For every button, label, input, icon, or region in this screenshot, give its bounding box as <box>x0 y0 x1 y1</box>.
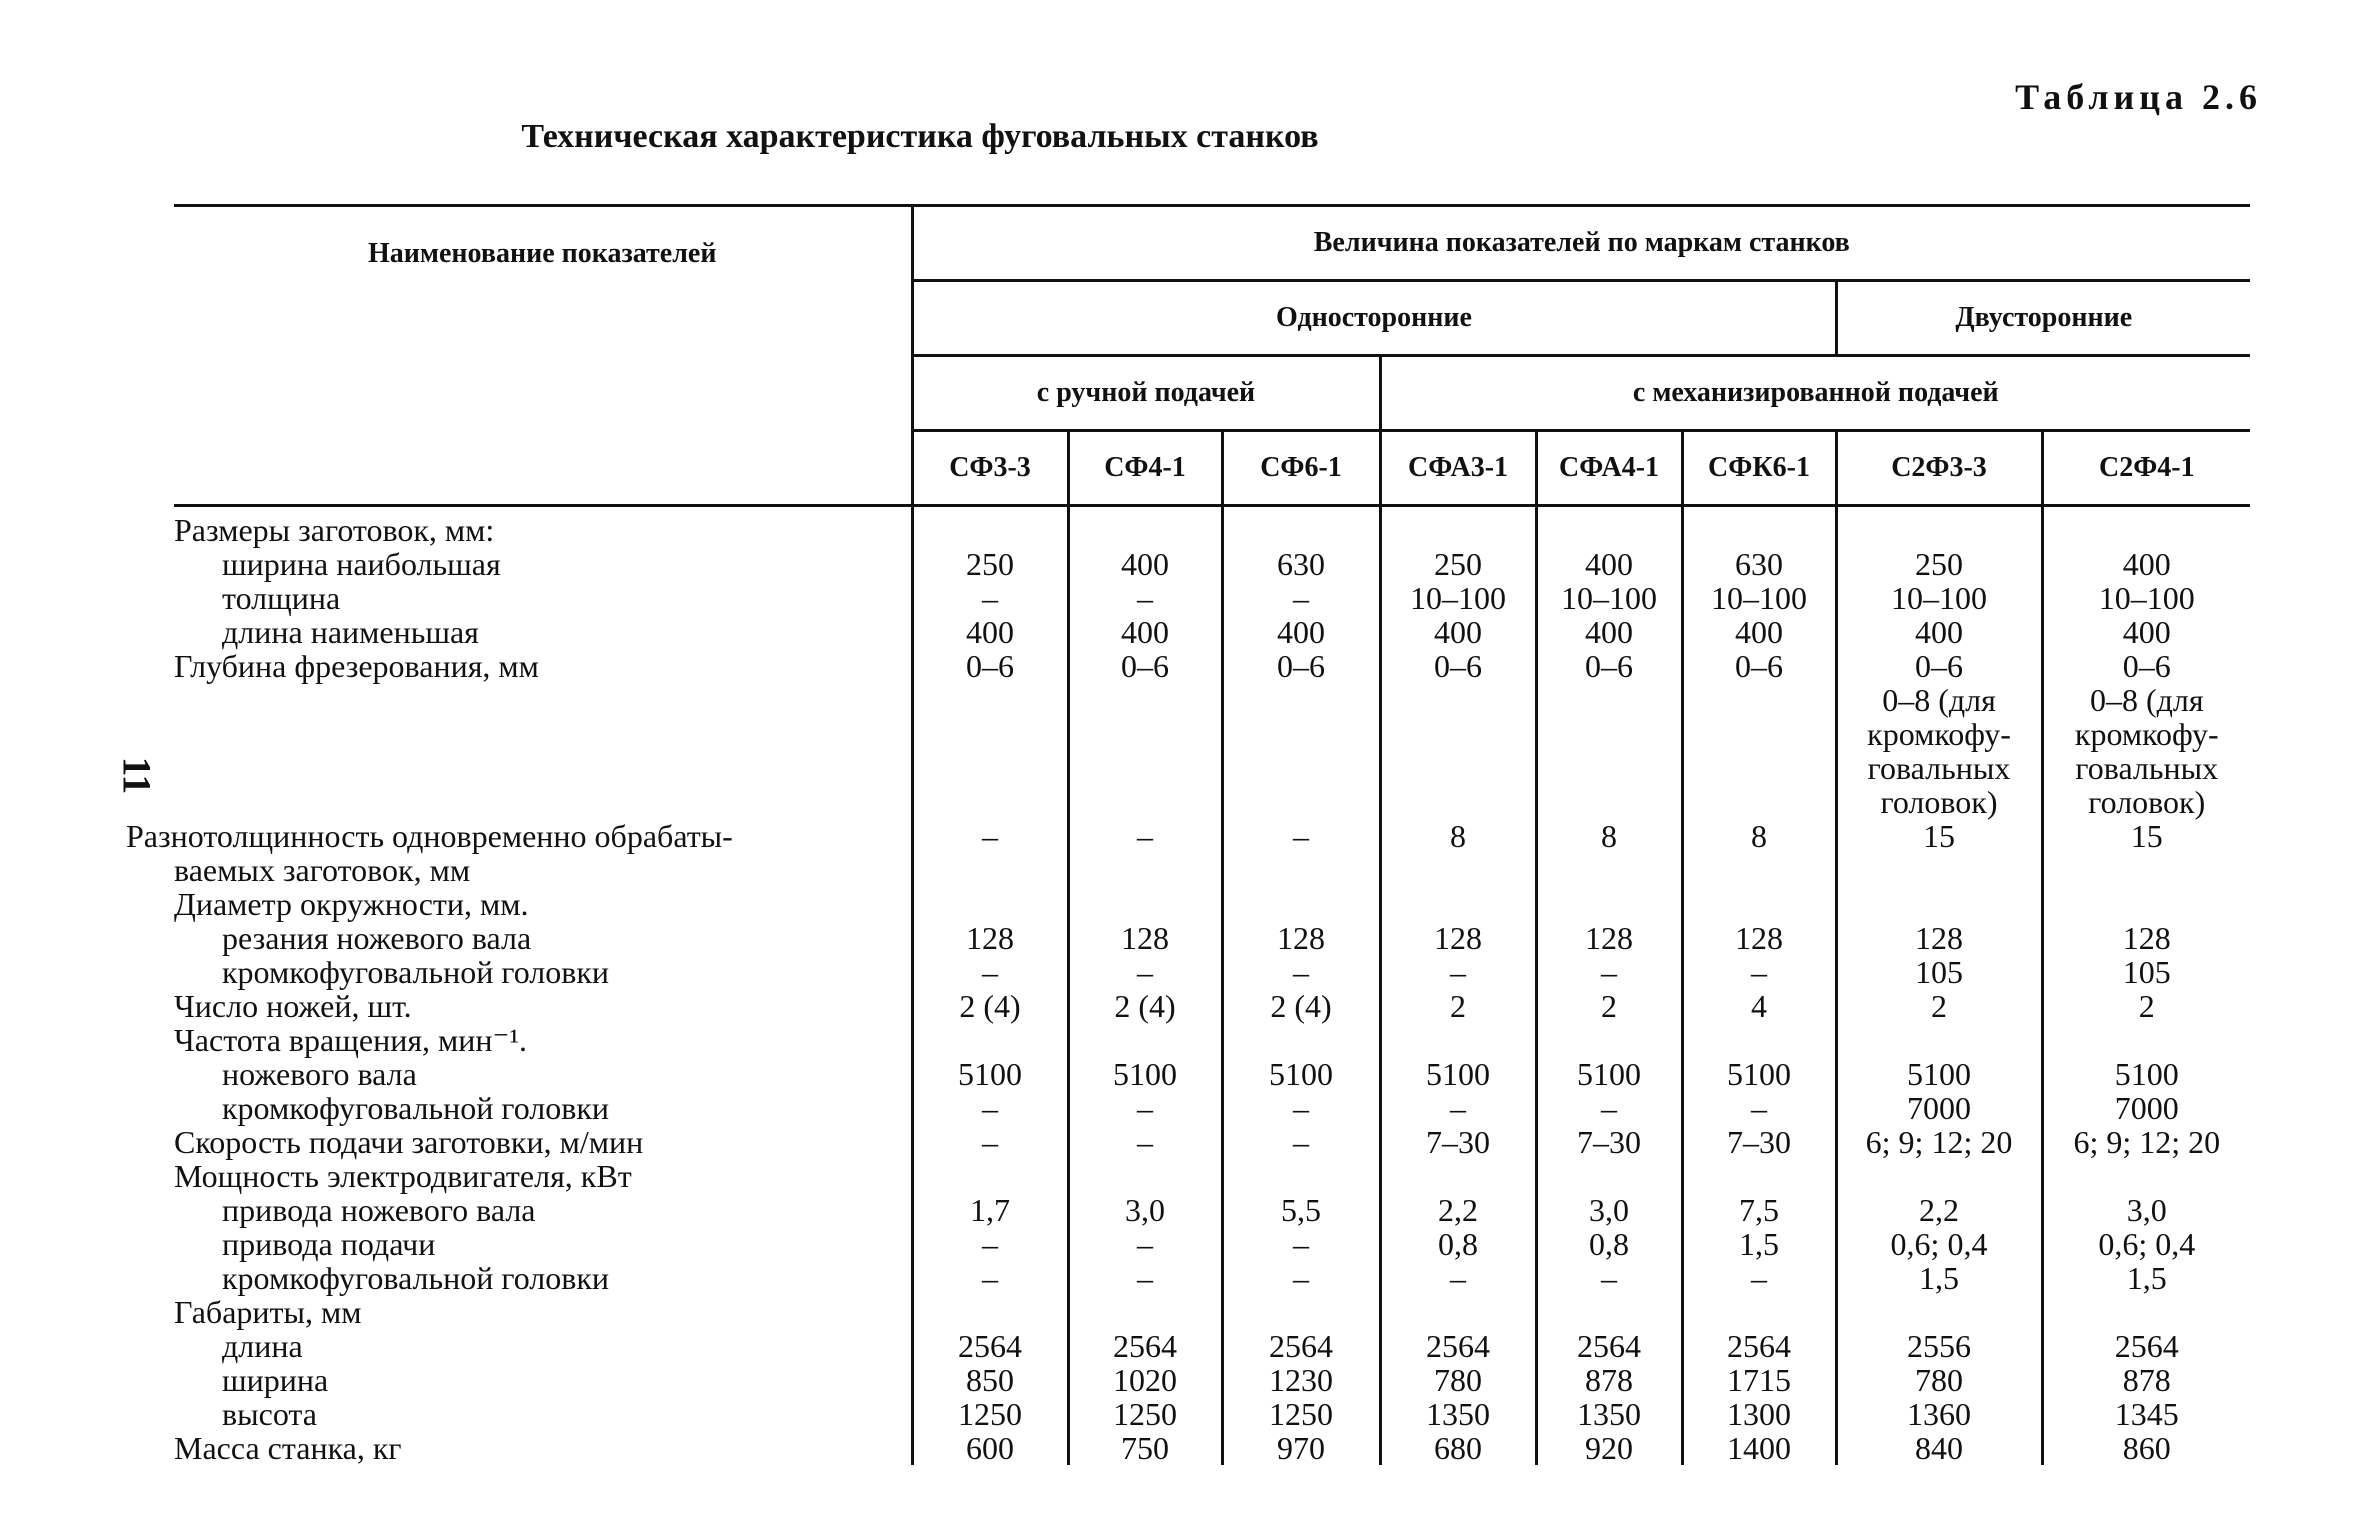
table-row <box>174 1159 2250 1193</box>
cell-value: 15 <box>2042 819 2250 887</box>
row-label: Разнотолщинность одновременно обрабаты- ваемых заготовок, мм <box>126 818 733 888</box>
cell-value: 1400 <box>1682 1431 1836 1465</box>
row-label: кромкофуговальной головки <box>222 954 610 990</box>
cell-value: 400 <box>1068 615 1222 649</box>
cell-value: 920 <box>1536 1431 1682 1465</box>
cell-value: 5100 <box>1836 1057 2042 1091</box>
cell-value: – <box>1222 955 1380 989</box>
cell-value: 10–100 <box>2042 581 2250 615</box>
cell-value <box>1068 506 1222 548</box>
row-label: кромкофуговальной головки <box>222 1090 610 1126</box>
cell-value: – <box>1536 1091 1682 1125</box>
cell-value: 7,5 <box>1682 1193 1836 1227</box>
cell-value: 128 <box>1222 921 1380 955</box>
cell-value <box>1836 1159 2042 1193</box>
row-label: ножевого вала <box>222 1056 417 1092</box>
table-row <box>174 547 2250 581</box>
cell-value: 5100 <box>1068 1057 1222 1091</box>
cell-value: 400 <box>912 615 1068 649</box>
cell-value <box>1682 1023 1836 1057</box>
cell-value <box>1536 1023 1682 1057</box>
cell-value: 1020 <box>1068 1363 1222 1397</box>
header-name-column: Наименование показателей <box>174 206 912 506</box>
table-row <box>174 1363 2250 1397</box>
row-label: Размеры заготовок, мм: <box>174 512 495 548</box>
cell-value: 1345 <box>2042 1397 2250 1431</box>
cell-value: 2564 <box>1682 1329 1836 1363</box>
row-label: Мощность электродвигателя, кВт <box>174 1158 632 1194</box>
cell-value <box>2042 1023 2250 1057</box>
cell-value: – <box>1068 1125 1222 1159</box>
cell-value: 105 <box>2042 955 2250 989</box>
cell-value: 3,0 <box>2042 1193 2250 1227</box>
table-row <box>174 1057 2250 1091</box>
cell-value: 1250 <box>1222 1397 1380 1431</box>
cell-value: 860 <box>2042 1431 2250 1465</box>
cell-value: – <box>912 581 1068 615</box>
cell-value: 1,5 <box>1836 1261 2042 1295</box>
cell-value: – <box>1380 1091 1536 1125</box>
table-row <box>174 649 2250 819</box>
cell-value: 0,8 <box>1536 1227 1682 1261</box>
table-title: Техническая характеристика фуговальных станков <box>521 118 1319 155</box>
table-row <box>174 989 2250 1023</box>
cell-value: 2564 <box>1068 1329 1222 1363</box>
cell-value: 128 <box>1536 921 1682 955</box>
table-row <box>174 819 2250 887</box>
cell-value: 6; 9; 12; 20 <box>2042 1125 2250 1159</box>
cell-value: 400 <box>2042 547 2250 581</box>
cell-value: 128 <box>1836 921 2042 955</box>
cell-value: 10–100 <box>1536 581 1682 615</box>
cell-value: 128 <box>1068 921 1222 955</box>
cell-value: 400 <box>1222 615 1380 649</box>
cell-value: 1,5 <box>1682 1227 1836 1261</box>
cell-value: 680 <box>1380 1431 1536 1465</box>
cell-value <box>2042 506 2250 548</box>
cell-value: – <box>1682 955 1836 989</box>
cell-value: – <box>912 819 1068 887</box>
cell-value: 0,8 <box>1380 1227 1536 1261</box>
header-model: СФ6-1 <box>1222 431 1380 506</box>
cell-value: 10–100 <box>1380 581 1536 615</box>
cell-value: 250 <box>912 547 1068 581</box>
cell-value <box>1836 1295 2042 1329</box>
cell-value: – <box>912 1125 1068 1159</box>
cell-value <box>1380 1295 1536 1329</box>
cell-value: 128 <box>1380 921 1536 955</box>
row-label: Скорость подачи заготовки, м/мин <box>174 1124 644 1160</box>
table-row <box>174 581 2250 615</box>
cell-value: – <box>1682 1261 1836 1295</box>
cell-value: 780 <box>1380 1363 1536 1397</box>
row-label: резания ножевого вала <box>222 920 532 956</box>
header-model: СФ4-1 <box>1068 431 1222 506</box>
cell-value: 250 <box>1836 547 2042 581</box>
cell-value: 970 <box>1222 1431 1380 1465</box>
row-label: Диаметр окружности, мм. <box>174 886 529 922</box>
cell-value: 8 <box>1380 819 1536 887</box>
cell-value: 1350 <box>1536 1397 1682 1431</box>
cell-value: 2 <box>2042 989 2250 1023</box>
cell-value: 0–6 <box>1380 649 1536 819</box>
cell-value <box>1068 1159 1222 1193</box>
cell-value: 2 <box>1380 989 1536 1023</box>
cell-value: 1,5 <box>2042 1261 2250 1295</box>
cell-value: 5,5 <box>1222 1193 1380 1227</box>
header-one-sided: Односторонние <box>912 281 1836 356</box>
cell-value: – <box>1682 1091 1836 1125</box>
cell-value: – <box>1222 1227 1380 1261</box>
cell-value <box>1836 1023 2042 1057</box>
cell-value: – <box>1068 955 1222 989</box>
table-row <box>174 1329 2250 1363</box>
table-row <box>174 1295 2250 1329</box>
table-row <box>174 955 2250 989</box>
cell-value: 780 <box>1836 1363 2042 1397</box>
cell-value: – <box>1068 1091 1222 1125</box>
cell-value: 1350 <box>1380 1397 1536 1431</box>
cell-value: 7–30 <box>1536 1125 1682 1159</box>
table-row <box>174 1261 2250 1295</box>
cell-value: 6; 9; 12; 20 <box>1836 1125 2042 1159</box>
cell-value: – <box>1068 1227 1222 1261</box>
table-row <box>174 1023 2250 1057</box>
cell-value <box>1682 1295 1836 1329</box>
cell-value: 750 <box>1068 1431 1222 1465</box>
row-label: высота <box>222 1396 317 1432</box>
cell-value: 1360 <box>1836 1397 2042 1431</box>
cell-value: 0–6 <box>1536 649 1682 819</box>
cell-value <box>1682 887 1836 921</box>
cell-value: 400 <box>1068 547 1222 581</box>
cell-value: 10–100 <box>1682 581 1836 615</box>
table-row <box>174 1431 2250 1465</box>
cell-value: 5100 <box>2042 1057 2250 1091</box>
cell-value <box>1068 1295 1222 1329</box>
row-label: Число ножей, шт. <box>174 988 412 1024</box>
row-label: Масса станка, кг <box>174 1430 402 1466</box>
header-mech-feed: с механизированной подачей <box>1380 356 2250 431</box>
cell-value: – <box>1222 1261 1380 1295</box>
cell-value: 2 (4) <box>912 989 1068 1023</box>
cell-value: 400 <box>1536 547 1682 581</box>
cell-value: 4 <box>1682 989 1836 1023</box>
cell-value: – <box>1380 955 1536 989</box>
cell-value: 2564 <box>1222 1329 1380 1363</box>
cell-value <box>2042 1159 2250 1193</box>
cell-value: 7000 <box>2042 1091 2250 1125</box>
cell-value: – <box>1222 819 1380 887</box>
cell-value <box>1222 1159 1380 1193</box>
table-row <box>174 1125 2250 1159</box>
cell-value: 400 <box>1836 615 2042 649</box>
cell-value <box>1068 887 1222 921</box>
row-label: привода подачи <box>222 1226 436 1262</box>
cell-value <box>1380 1159 1536 1193</box>
row-label: ширина <box>222 1362 329 1398</box>
cell-value: 1250 <box>912 1397 1068 1431</box>
cell-value: 2556 <box>1836 1329 2042 1363</box>
cell-value: 8 <box>1536 819 1682 887</box>
table-row <box>174 615 2250 649</box>
cell-value: 878 <box>2042 1363 2250 1397</box>
cell-value: 2 (4) <box>1068 989 1222 1023</box>
table-row <box>174 887 2250 921</box>
cell-value: 1300 <box>1682 1397 1836 1431</box>
cell-value: 630 <box>1222 547 1380 581</box>
cell-value: 0–6 <box>1682 649 1836 819</box>
cell-value: – <box>1222 581 1380 615</box>
cell-value <box>1380 1023 1536 1057</box>
cell-value: 5100 <box>912 1057 1068 1091</box>
cell-value: 8 <box>1682 819 1836 887</box>
table-row <box>174 921 2250 955</box>
cell-value: 105 <box>1836 955 2042 989</box>
cell-value <box>1536 506 1682 548</box>
cell-value: – <box>1068 819 1222 887</box>
cell-value: – <box>1068 581 1222 615</box>
row-label: длина наименьшая <box>222 614 479 650</box>
cell-value: 2,2 <box>1380 1193 1536 1227</box>
cell-value <box>1836 506 2042 548</box>
cell-value: 250 <box>1380 547 1536 581</box>
cell-value: 878 <box>1536 1363 1682 1397</box>
cell-value: 2564 <box>1380 1329 1536 1363</box>
header-two-sided: Двусторонние <box>1836 281 2250 356</box>
row-label: толщина <box>222 580 341 616</box>
cell-value: 630 <box>1682 547 1836 581</box>
header-manual-feed: с ручной подачей <box>912 356 1380 431</box>
cell-value: 2564 <box>912 1329 1068 1363</box>
cell-value: – <box>1222 1125 1380 1159</box>
cell-value: 5100 <box>1536 1057 1682 1091</box>
header-model: СФА3-1 <box>1380 431 1536 506</box>
cell-value <box>912 1295 1068 1329</box>
cell-value <box>912 1023 1068 1057</box>
cell-value <box>912 887 1068 921</box>
cell-value <box>1536 1159 1682 1193</box>
cell-value <box>1536 887 1682 921</box>
cell-value: 600 <box>912 1431 1068 1465</box>
table-label: Таблица 2.6 <box>2015 77 2262 117</box>
cell-value: 3,0 <box>1536 1193 1682 1227</box>
page-number: 11 <box>114 756 160 795</box>
cell-value: 7000 <box>1836 1091 2042 1125</box>
cell-value: 400 <box>1380 615 1536 649</box>
cell-value <box>1222 887 1380 921</box>
cell-value <box>2042 887 2250 921</box>
row-label: ширина наибольшая <box>222 546 501 582</box>
cell-value <box>1380 506 1536 548</box>
cell-value: 10–100 <box>1836 581 2042 615</box>
cell-value <box>912 506 1068 548</box>
cell-value <box>1068 1023 1222 1057</box>
cell-value: 1250 <box>1068 1397 1222 1431</box>
cell-value: 128 <box>1682 921 1836 955</box>
cell-value <box>1222 506 1380 548</box>
table-row <box>174 1227 2250 1261</box>
cell-value <box>1682 1159 1836 1193</box>
table-row <box>174 1193 2250 1227</box>
header-model: СФ3-3 <box>912 431 1068 506</box>
header-model: СФК6-1 <box>1682 431 1836 506</box>
cell-value: – <box>912 1261 1068 1295</box>
cell-value: 0–6 0–8 (для кромкофу- говальных головок) <box>1836 649 2042 819</box>
cell-value: 1715 <box>1682 1363 1836 1397</box>
header-model: СФА4-1 <box>1536 431 1682 506</box>
cell-value: 5100 <box>1380 1057 1536 1091</box>
cell-value <box>912 1159 1068 1193</box>
cell-value <box>2042 1295 2250 1329</box>
cell-value: 15 <box>1836 819 2042 887</box>
cell-value: 0,6; 0,4 <box>2042 1227 2250 1261</box>
cell-value: 0–6 <box>912 649 1068 819</box>
header-values-group: Величина показателей по маркам станков <box>912 206 2250 281</box>
cell-value: 2 <box>1536 989 1682 1023</box>
cell-value: – <box>912 1091 1068 1125</box>
cell-value: 128 <box>2042 921 2250 955</box>
row-label: привода ножевого вала <box>222 1192 536 1228</box>
cell-value <box>1682 506 1836 548</box>
row-label: Глубина фрезерования, мм <box>174 648 539 684</box>
row-label: кромкофуговальной головки <box>222 1260 610 1296</box>
cell-value: 3,0 <box>1068 1193 1222 1227</box>
cell-value: 0–6 0–8 (для кромкофу- говальных головок) <box>2042 649 2250 819</box>
cell-value: – <box>912 955 1068 989</box>
cell-value: 400 <box>1536 615 1682 649</box>
cell-value: 400 <box>2042 615 2250 649</box>
cell-value: – <box>1380 1261 1536 1295</box>
cell-value: 2564 <box>2042 1329 2250 1363</box>
cell-value: 1230 <box>1222 1363 1380 1397</box>
table-row <box>174 506 2250 548</box>
table-row <box>174 1091 2250 1125</box>
header-model: С2Ф3-3 <box>1836 431 2042 506</box>
table-row <box>174 1397 2250 1431</box>
cell-value: 850 <box>912 1363 1068 1397</box>
cell-value: 2564 <box>1536 1329 1682 1363</box>
cell-value: – <box>1536 1261 1682 1295</box>
cell-value: 0–6 <box>1222 649 1380 819</box>
cell-value <box>1222 1023 1380 1057</box>
cell-value: 7–30 <box>1380 1125 1536 1159</box>
cell-value <box>1536 1295 1682 1329</box>
cell-value: 2,2 <box>1836 1193 2042 1227</box>
cell-value: – <box>1222 1091 1380 1125</box>
cell-value: 2 (4) <box>1222 989 1380 1023</box>
cell-value: – <box>912 1227 1068 1261</box>
cell-value: 0–6 <box>1068 649 1222 819</box>
cell-value: 400 <box>1682 615 1836 649</box>
header-model: С2Ф4-1 <box>2042 431 2250 506</box>
cell-value <box>1380 887 1536 921</box>
cell-value: 2 <box>1836 989 2042 1023</box>
cell-value: 7–30 <box>1682 1125 1836 1159</box>
cell-value: – <box>1536 955 1682 989</box>
cell-value <box>1836 887 2042 921</box>
row-label: длина <box>222 1328 303 1364</box>
row-label: Частота вращения, мин⁻¹. <box>174 1022 528 1058</box>
cell-value: – <box>1068 1261 1222 1295</box>
cell-value: 840 <box>1836 1431 2042 1465</box>
cell-value: 5100 <box>1682 1057 1836 1091</box>
cell-value: 0,6; 0,4 <box>1836 1227 2042 1261</box>
row-label: Габариты, мм <box>174 1294 362 1330</box>
cell-value: 128 <box>912 921 1068 955</box>
cell-value <box>1222 1295 1380 1329</box>
cell-value: 5100 <box>1222 1057 1380 1091</box>
cell-value: 1,7 <box>912 1193 1068 1227</box>
